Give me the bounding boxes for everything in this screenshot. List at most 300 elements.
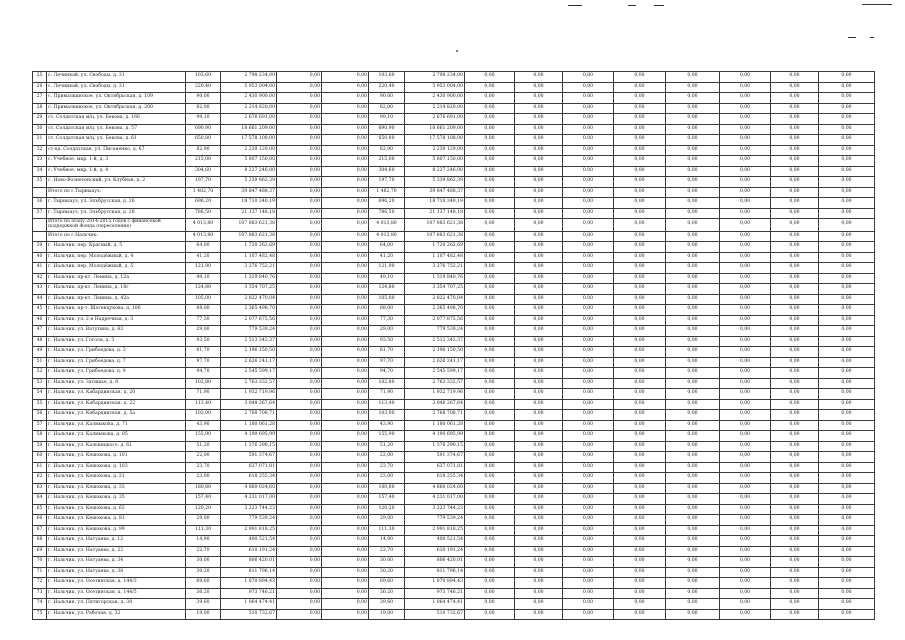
value-cell: 0,00 [771, 103, 819, 114]
scan-dot [456, 50, 458, 52]
value-cell: 0,00 [819, 93, 875, 104]
value-cell: 0,00 [277, 347, 322, 358]
address-cell: г. Нальчик, ул. Грибоедова, д. 7 [47, 357, 186, 368]
value-cell: 0,00 [771, 326, 819, 337]
value-cell: 0,00 [277, 326, 322, 337]
value-cell: 0,00 [322, 347, 369, 358]
row-number-cell: 35 [33, 177, 47, 188]
address-cell: г. Нальчик, пер. Молодёжный, д. 4 [47, 252, 186, 263]
value-cell: 4 231 017,00 [221, 494, 277, 505]
value-cell: 0,00 [819, 399, 875, 410]
value-cell: 0,00 [277, 389, 322, 400]
value-cell: 0,00 [720, 483, 771, 494]
value-cell: 0,00 [771, 208, 819, 219]
value-cell: 0,00 [515, 357, 563, 368]
value-cell: 0,00 [614, 82, 666, 93]
value-cell: 0,00 [720, 525, 771, 536]
value-cell: 0,00 [614, 72, 666, 83]
value-cell: 0,00 [563, 156, 614, 167]
value-cell: 94,70 [369, 368, 405, 379]
value-cell: 29,00 [186, 515, 221, 526]
table-row [33, 145, 875, 156]
value-cell: 0,00 [515, 609, 563, 620]
address-cell: с. Прималкинское, ул. Октябрьская, д. 109 [47, 93, 186, 104]
value-cell: 0,00 [277, 557, 322, 568]
value-cell: 36,20 [186, 588, 221, 599]
value-cell: 0,00 [563, 515, 614, 526]
value-cell: 0,00 [465, 462, 515, 473]
value-cell: 0,00 [277, 273, 322, 284]
value-cell: 0,00 [465, 219, 515, 232]
value-cell: 0,00 [515, 242, 563, 253]
value-cell: 0,00 [614, 483, 666, 494]
value-cell: 2 626 241,17 [405, 357, 465, 368]
value-cell: 0,00 [720, 599, 771, 610]
value-cell: 0,00 [515, 473, 563, 484]
row-number-cell: 67 [33, 525, 47, 536]
address-cell: г. Нальчик, ул. Калмыкова, д. 85 [47, 431, 186, 442]
value-cell: 0,00 [819, 315, 875, 326]
value-cell: 103,00 [186, 410, 221, 421]
row-number-cell: 31 [33, 135, 47, 146]
value-cell: 0,00 [771, 378, 819, 389]
value-cell: 0,00 [666, 305, 720, 316]
row-number-cell: 34 [33, 166, 47, 177]
value-cell: 0,00 [322, 557, 369, 568]
value-cell: 0,00 [666, 114, 720, 125]
address-cell: с. Лечинкай, ул. Свободы, д. 31 [47, 82, 186, 93]
row-number-cell: 40 [33, 252, 47, 263]
value-cell: 0,00 [771, 525, 819, 536]
value-cell: 0,00 [465, 263, 515, 274]
value-cell: 0,00 [819, 82, 875, 93]
value-cell: 0,00 [322, 124, 369, 135]
value-cell: 0,00 [563, 347, 614, 358]
value-cell: 618 255,34 [221, 473, 277, 484]
value-cell: 0,00 [277, 263, 322, 274]
value-cell: 0,00 [771, 219, 819, 232]
row-number-cell: 52 [33, 368, 47, 379]
value-cell: 36,20 [369, 588, 405, 599]
value-cell: 0,00 [771, 410, 819, 421]
value-cell: 0,00 [515, 483, 563, 494]
value-cell: 0,00 [614, 156, 666, 167]
value-cell: 0,00 [614, 315, 666, 326]
value-cell: 0,00 [819, 114, 875, 125]
value-cell: 0,00 [771, 284, 819, 295]
value-cell: 0,00 [465, 166, 515, 177]
table-row [33, 462, 875, 473]
value-cell: 0,00 [322, 145, 369, 156]
value-cell: 0,00 [563, 399, 614, 410]
table-row [33, 294, 875, 305]
row-number-cell: 63 [33, 483, 47, 494]
value-cell: 4 190 695,99 [221, 431, 277, 442]
value-cell: 107 883 621,38 [221, 219, 277, 232]
value-cell: 0,00 [465, 525, 515, 536]
table-row [33, 546, 875, 557]
address-cell: г. Нальчик, ул. Ватутина, д. 63 [47, 326, 186, 337]
address-cell: ст. Солдатская м/ц, ул. Бекова, д. 61 [47, 135, 186, 146]
value-cell: 0,00 [720, 504, 771, 515]
value-cell: 23,00 [186, 473, 221, 484]
address-cell: г. Нальчик, пр-кт. Ленина, д. 12а [47, 273, 186, 284]
value-cell: 0,00 [666, 357, 720, 368]
value-cell: 0,00 [515, 336, 563, 347]
value-cell: 0,00 [515, 378, 563, 389]
table-row [33, 399, 875, 410]
row-number-cell: 64 [33, 494, 47, 505]
value-cell: 1 932 719,96 [405, 389, 465, 400]
value-cell: 0,00 [720, 389, 771, 400]
value-cell: 88,00 [186, 305, 221, 316]
value-cell: 0,00 [322, 483, 369, 494]
value-cell: 0,00 [322, 187, 369, 198]
value-cell: 4 013,80 [186, 219, 221, 232]
value-cell: 0,00 [277, 599, 322, 610]
address-cell: ст. Солдатская м/ц, ул. Бекова, д. 57 [47, 124, 186, 135]
row-number-cell: 37 [33, 208, 47, 219]
value-cell: 0,00 [819, 494, 875, 505]
value-cell: 2 545 599,17 [221, 368, 277, 379]
value-cell: 0,00 [465, 294, 515, 305]
value-cell: 0,00 [614, 124, 666, 135]
value-cell: 2 768 708,71 [221, 410, 277, 421]
value-cell: 0,00 [666, 567, 720, 578]
value-cell: 0,00 [819, 410, 875, 421]
value-cell: 0,00 [277, 546, 322, 557]
value-cell: 2 196 150,50 [405, 347, 465, 358]
value-cell: 0,00 [614, 599, 666, 610]
value-cell: 1 180 061,28 [405, 420, 465, 431]
value-cell: 0,00 [771, 336, 819, 347]
value-cell: 0,00 [666, 389, 720, 400]
value-cell: 0,00 [277, 156, 322, 167]
value-cell: 0,00 [614, 135, 666, 146]
value-cell: 0,00 [515, 135, 563, 146]
value-cell: 0,00 [819, 557, 875, 568]
value-cell: 0,00 [720, 156, 771, 167]
value-cell: 18 710 340,19 [221, 198, 277, 209]
value-cell: 124,80 [186, 284, 221, 295]
value-cell: 0,00 [771, 473, 819, 484]
value-cell: 0,00 [563, 145, 614, 156]
value-cell: 0,00 [614, 166, 666, 177]
value-cell: 0,00 [720, 578, 771, 589]
value-cell: 2 239 129,00 [405, 145, 465, 156]
value-cell: 0,00 [720, 567, 771, 578]
row-number-cell: 53 [33, 378, 47, 389]
value-cell: 0,00 [563, 177, 614, 188]
value-cell: 0,00 [819, 145, 875, 156]
value-cell: 0,00 [819, 326, 875, 337]
value-cell: 0,00 [614, 431, 666, 442]
value-cell: 0,00 [771, 504, 819, 515]
value-cell: 2 365 498,70 [221, 305, 277, 316]
table-row [33, 336, 875, 347]
value-cell: 0,00 [465, 305, 515, 316]
value-cell: 0,00 [720, 187, 771, 198]
value-cell: 5 807 150,00 [221, 156, 277, 167]
value-cell: 0,00 [771, 389, 819, 400]
value-cell: 0,00 [666, 557, 720, 568]
value-cell: 0,00 [277, 219, 322, 232]
value-cell: 0,00 [720, 294, 771, 305]
table-row [33, 156, 875, 167]
value-cell: 0,00 [819, 284, 875, 295]
value-cell: 0,00 [771, 156, 819, 167]
value-cell: 0,00 [465, 515, 515, 526]
value-cell: 0,00 [819, 420, 875, 431]
value-cell: 0,00 [614, 410, 666, 421]
value-cell: 3 276 752,21 [221, 263, 277, 274]
value-cell: 1 482,70 [186, 187, 221, 198]
value-cell: 0,00 [771, 599, 819, 610]
value-cell: 0,00 [515, 546, 563, 557]
value-cell: 0,00 [563, 431, 614, 442]
value-cell: 99,10 [369, 114, 405, 125]
value-cell: 0,00 [666, 578, 720, 589]
value-cell: 0,00 [322, 399, 369, 410]
value-cell: 39 847 488,37 [221, 187, 277, 198]
value-cell: 0,00 [515, 420, 563, 431]
value-cell: 0,00 [563, 504, 614, 515]
value-cell: 0,00 [277, 609, 322, 620]
value-cell: 99,10 [186, 114, 221, 125]
address-cell: г. Нальчик, пер. Молодёжный, д. 5 [47, 263, 186, 274]
value-cell: 0,00 [819, 473, 875, 484]
value-cell: 0,00 [771, 273, 819, 284]
value-cell: 0,00 [277, 536, 322, 547]
value-cell: 2 239 129,00 [221, 145, 277, 156]
value-cell: 0,00 [515, 462, 563, 473]
value-cell: 0,00 [819, 525, 875, 536]
value-cell: 23,70 [369, 462, 405, 473]
row-number-cell: 47 [33, 326, 47, 337]
value-cell: 0,00 [771, 515, 819, 526]
value-cell: 0,00 [666, 315, 720, 326]
value-cell: 3 276 752,21 [405, 263, 465, 274]
address-cell: г. Нальчик, ул. Натуаева, д. 22 [47, 546, 186, 557]
value-cell: 0,00 [277, 431, 322, 442]
value-cell: 0,00 [563, 557, 614, 568]
row-number-cell: 44 [33, 294, 47, 305]
value-cell: 0,00 [819, 578, 875, 589]
address-cell: с. Учебное, мкр. 1-й, д. 3 [47, 156, 186, 167]
value-cell: 111,30 [186, 525, 221, 536]
value-cell: 1 376 290,15 [221, 441, 277, 452]
value-cell: 3 048 267,64 [221, 399, 277, 410]
value-cell: 0,00 [277, 462, 322, 473]
value-cell: 29,00 [369, 326, 405, 337]
row-number-cell: 71 [33, 567, 47, 578]
table-row [33, 177, 875, 188]
value-cell: 82,90 [186, 145, 221, 156]
table-row [33, 599, 875, 610]
value-cell: 0,00 [465, 82, 515, 93]
value-cell: 0,00 [720, 420, 771, 431]
value-cell: 2 798 234,00 [221, 72, 277, 83]
value-cell: 1 107 482,48 [405, 252, 465, 263]
value-cell: 0,00 [819, 588, 875, 599]
value-cell: 0,00 [720, 124, 771, 135]
row-number-cell: 33 [33, 156, 47, 167]
value-cell: 0,00 [720, 462, 771, 473]
value-cell: 0,00 [465, 546, 515, 557]
value-cell: 0,00 [720, 263, 771, 274]
value-cell: 120,20 [186, 504, 221, 515]
value-cell: 0,00 [819, 156, 875, 167]
value-cell: 5 953 004,00 [221, 82, 277, 93]
value-cell: 0,00 [277, 284, 322, 295]
address-cell: г. Нальчик, ул. Натуаева, д. 34 [47, 557, 186, 568]
row-number-cell: 43 [33, 284, 47, 295]
value-cell: 2 822 470,04 [405, 294, 465, 305]
row-number-cell: 62 [33, 473, 47, 484]
value-cell: 0,00 [819, 305, 875, 316]
value-cell: 39,60 [369, 599, 405, 610]
value-cell: 0,00 [771, 315, 819, 326]
address-cell: Итого по этапу 2014-2015 годов с финансовой поддержкой Фонда (переселение) [47, 219, 186, 232]
table-row [33, 231, 875, 242]
value-cell: 0,00 [563, 378, 614, 389]
table-row [33, 504, 875, 515]
resettlement-table [32, 71, 875, 620]
value-cell: 0,00 [563, 114, 614, 125]
value-cell: 0,00 [771, 114, 819, 125]
value-cell: 0,00 [819, 599, 875, 610]
value-cell: 0,00 [771, 252, 819, 263]
value-cell: 0,00 [563, 567, 614, 578]
value-cell: 0,00 [666, 515, 720, 526]
value-cell: 0,00 [614, 273, 666, 284]
value-cell: 0,00 [563, 599, 614, 610]
address-cell: г. Нальчик, ул. Осетинская, д. 144/3 [47, 578, 186, 589]
value-cell: 157,40 [369, 494, 405, 505]
value-cell: 0,00 [720, 399, 771, 410]
value-cell: 180,80 [369, 483, 405, 494]
value-cell: 0,00 [771, 567, 819, 578]
value-cell: 0,00 [720, 326, 771, 337]
value-cell: 88,00 [369, 305, 405, 316]
value-cell: 2 763 332,57 [405, 378, 465, 389]
value-cell: 94,70 [186, 368, 221, 379]
value-cell: 0,00 [465, 473, 515, 484]
value-cell: 0,00 [563, 588, 614, 599]
value-cell: 0,00 [614, 473, 666, 484]
value-cell: 0,00 [563, 462, 614, 473]
value-cell: 0,00 [771, 557, 819, 568]
value-cell: 0,00 [322, 156, 369, 167]
address-cell: г. Нальчик, ул. Кешокова, д. 35 [47, 494, 186, 505]
row-number-cell: 54 [33, 389, 47, 400]
value-cell: 0,00 [819, 452, 875, 463]
address-cell: г. Нальчик, ул. Затишье, д. 8 [47, 378, 186, 389]
address-cell: г. Нальчик, ул. Натуаева, д. 38 [47, 567, 186, 578]
row-number-cell [33, 231, 47, 242]
value-cell: 30,20 [186, 567, 221, 578]
value-cell: 0,00 [322, 135, 369, 146]
value-cell: 0,00 [563, 103, 614, 114]
value-cell: 0,00 [515, 263, 563, 274]
value-cell: 400 521,54 [221, 536, 277, 547]
table-body [33, 72, 875, 620]
value-cell: 0,00 [277, 294, 322, 305]
row-number-cell: 51 [33, 357, 47, 368]
value-cell: 1 319 840,76 [405, 273, 465, 284]
value-cell: 0,00 [819, 546, 875, 557]
value-cell: 0,00 [322, 525, 369, 536]
value-cell: 0,00 [465, 103, 515, 114]
value-cell: 0,00 [322, 198, 369, 209]
value-cell: 23,00 [369, 473, 405, 484]
value-cell: 0,00 [819, 515, 875, 526]
value-cell: 0,00 [819, 208, 875, 219]
value-cell: 0,00 [563, 124, 614, 135]
value-cell: 806 420,01 [405, 557, 465, 568]
value-cell: 180,80 [186, 483, 221, 494]
value-cell: 690,90 [186, 124, 221, 135]
value-cell: 0,00 [465, 273, 515, 284]
value-cell: 0,00 [666, 504, 720, 515]
value-cell: 0,00 [515, 399, 563, 410]
scan-mark [862, 4, 892, 5]
row-number-cell [33, 219, 47, 232]
row-number-cell: 61 [33, 462, 47, 473]
value-cell: 0,00 [819, 187, 875, 198]
table-row [33, 305, 875, 316]
value-cell: 64,00 [186, 242, 221, 253]
value-cell: 0,00 [666, 378, 720, 389]
address-cell: г. Нальчик, ул. Грибоедова, д. 3 [47, 347, 186, 358]
value-cell: 0,00 [563, 242, 614, 253]
value-cell: 0,00 [614, 93, 666, 104]
value-cell: 0,00 [771, 357, 819, 368]
value-cell: 1 319 840,76 [221, 273, 277, 284]
value-cell: 0,00 [614, 536, 666, 547]
value-cell: 49,10 [186, 273, 221, 284]
value-cell: 0,00 [515, 219, 563, 232]
value-cell: 0,00 [771, 231, 819, 242]
value-cell: 0,00 [515, 315, 563, 326]
value-cell: 0,00 [465, 231, 515, 242]
address-cell: г. Нальчик, ул. Кабардинская, д. 20 [47, 389, 186, 400]
value-cell: 0,00 [563, 420, 614, 431]
value-cell: 0,00 [614, 578, 666, 589]
value-cell: 650,80 [186, 135, 221, 146]
value-cell: 22,00 [186, 452, 221, 463]
value-cell: 0,00 [515, 515, 563, 526]
value-cell: 0,00 [771, 546, 819, 557]
value-cell: 1 870 894,43 [221, 578, 277, 589]
value-cell: 1 180 061,28 [221, 420, 277, 431]
value-cell: 0,00 [720, 515, 771, 526]
table-row [33, 441, 875, 452]
value-cell: 0,00 [515, 588, 563, 599]
value-cell: 0,00 [322, 294, 369, 305]
value-cell: 0,00 [563, 452, 614, 463]
value-cell: 0,00 [563, 93, 614, 104]
address-cell: г. Нальчик, ул. Кальницкого, д. 61 [47, 441, 186, 452]
value-cell: 618 255,34 [405, 473, 465, 484]
value-cell: 0,00 [614, 305, 666, 316]
value-cell: 4 013,80 [186, 231, 221, 242]
value-cell: 0,00 [465, 567, 515, 578]
address-cell: с. Учебное, мкр. 1-й, д. 4 [47, 166, 186, 177]
value-cell: 0,00 [666, 546, 720, 557]
value-cell: 0,00 [720, 452, 771, 463]
value-cell: 0,00 [563, 284, 614, 295]
